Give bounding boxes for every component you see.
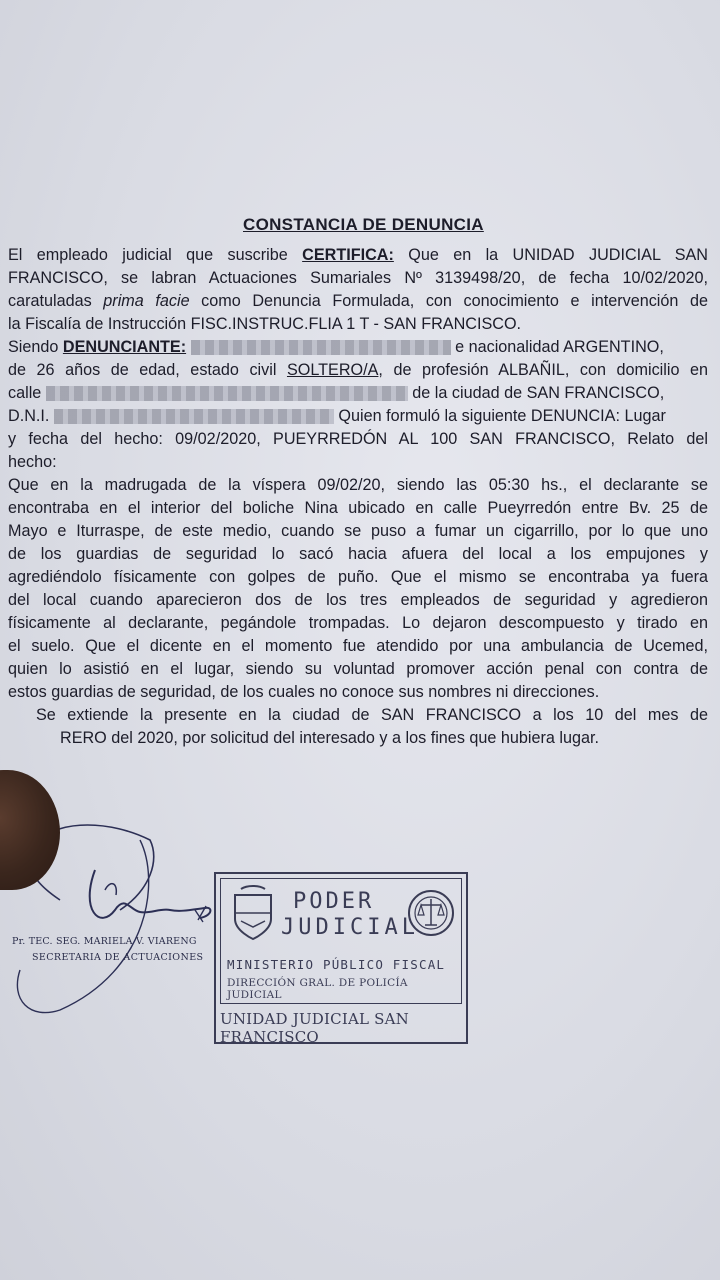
denunciante-label: DENUNCIANTE:: [62, 338, 187, 356]
text-run: Que en la UNIDAD JUDICIAL SAN: [393, 246, 708, 264]
relato-line: encontraba en el interior del boliche Nina ubicado en calle Pueyrredón entre Bv. 25 de: [8, 499, 708, 517]
stamp-direccion-text: DIRECCIÓN GRAL. DE POLICÍA JUDICIAL: [227, 977, 408, 1001]
relato-line: de los guardias de seguridad lo sacó hacia afuera del local a los empujones y: [8, 545, 708, 563]
relato-section: [8, 474, 708, 750]
body-line: [8, 405, 708, 428]
redacted-name: [191, 340, 451, 355]
redacted-address: [46, 386, 408, 401]
body-line: hecho:: [8, 453, 57, 471]
relato-line: físicamente al declarante, pegándole trompadas. Lo dejaron descompuesto y tirado en: [8, 614, 708, 632]
relato-line: Que en la madrugada de la víspera 09/02/20, siendo las 05:30 hs., el declarante se: [8, 476, 708, 494]
coat-of-arms-icon: [229, 885, 277, 943]
body-line: y fecha del hecho: 09/02/2020, PUEYRREDÓN AL 100 SAN FRANCISCO, Relato del: [8, 430, 708, 448]
official-stamp: [214, 872, 468, 1044]
text-run: Siendo: [8, 338, 63, 356]
text-run: caratuladas: [8, 292, 104, 310]
stamp-inner-frame: [220, 878, 462, 1004]
body-line: [8, 336, 708, 359]
text-run: de la ciudad de SAN FRANCISCO,: [412, 384, 665, 402]
civil-status: SOLTERO/A: [286, 361, 379, 379]
text-run: calle: [8, 384, 46, 402]
relato-line: RERO del 2020, por solicitud del interesado y a los fines que hubiera lugar.: [60, 729, 600, 747]
body-line: [8, 359, 708, 382]
stamp-judicial-text: JUDICIAL: [281, 915, 419, 940]
text-run: como Denuncia Formulada, con conocimiento e intervención de: [189, 292, 708, 310]
relato-line: el suelo. Que el dicente en el momento fue atendido por una ambulancia de Ucemed,: [8, 637, 708, 655]
text-run: D.N.I.: [8, 407, 54, 425]
text-run: de 26 años de edad, estado civil: [8, 361, 287, 379]
text-run: , de profesión ALBAÑIL, con domicilio en: [378, 361, 709, 379]
text-run: Quien formuló la siguiente DENUNCIA: Lugar: [338, 407, 666, 425]
relato-line: quien lo asistió en el lugar, siendo su voluntad promover acción penal con contra de: [8, 660, 708, 678]
body-line: [8, 382, 708, 405]
relato-line: estos guardias de seguridad, de los cuales no conoce sus nombres ni direcciones.: [8, 683, 600, 701]
prima-facie-text: prima facie: [103, 292, 190, 310]
redacted-dni: [54, 409, 334, 424]
signer-name: Pr. TEC. SEG. MARIELA V. VIARENG: [12, 936, 197, 947]
text-run: e nacionalidad ARGENTINO,: [450, 338, 664, 356]
stamp-poder-text: PODER: [293, 889, 375, 914]
document-body: [8, 244, 708, 750]
stamp-unidad-text: UNIDAD JUDICIAL SAN FRANCISCO: [220, 1010, 409, 1046]
text-run: El empleado judicial que suscribe: [8, 246, 303, 264]
relato-line: del local cuando aparecieron dos de los tres empleados de seguridad y agredieron: [8, 591, 708, 609]
relato-line: agrediéndolo físicamente con golpes de puño. Que el mismo se encontraba ya fuera: [8, 568, 708, 586]
relato-line: Se extiende la presente en la ciudad de SAN FRANCISCO a los 10 del mes de: [36, 706, 708, 724]
document-title: CONSTANCIA DE DENUNCIA: [243, 215, 484, 234]
signer-role: SECRETARIA DE ACTUACIONES: [32, 952, 204, 963]
relato-line: Mayo e Iturraspe, de este medio, cuando se puso a fumar un cigarrillo, por lo que uno: [8, 522, 708, 540]
body-line: [8, 290, 708, 313]
body-line: la Fiscalía de Instrucción FISC.INSTRUC.FLIA 1 T - SAN FRANCISCO.: [8, 315, 522, 333]
stamp-ministerio-text: MINISTERIO PÚBLICO FISCAL: [227, 957, 446, 972]
body-line: [8, 244, 708, 267]
justice-scales-seal-icon: [405, 885, 457, 943]
certifica-label: CERTIFICA:: [302, 246, 394, 264]
body-line: FRANCISCO, se labran Actuaciones Sumariales Nº 3139498/20, de fecha 10/02/2020,: [8, 269, 708, 287]
